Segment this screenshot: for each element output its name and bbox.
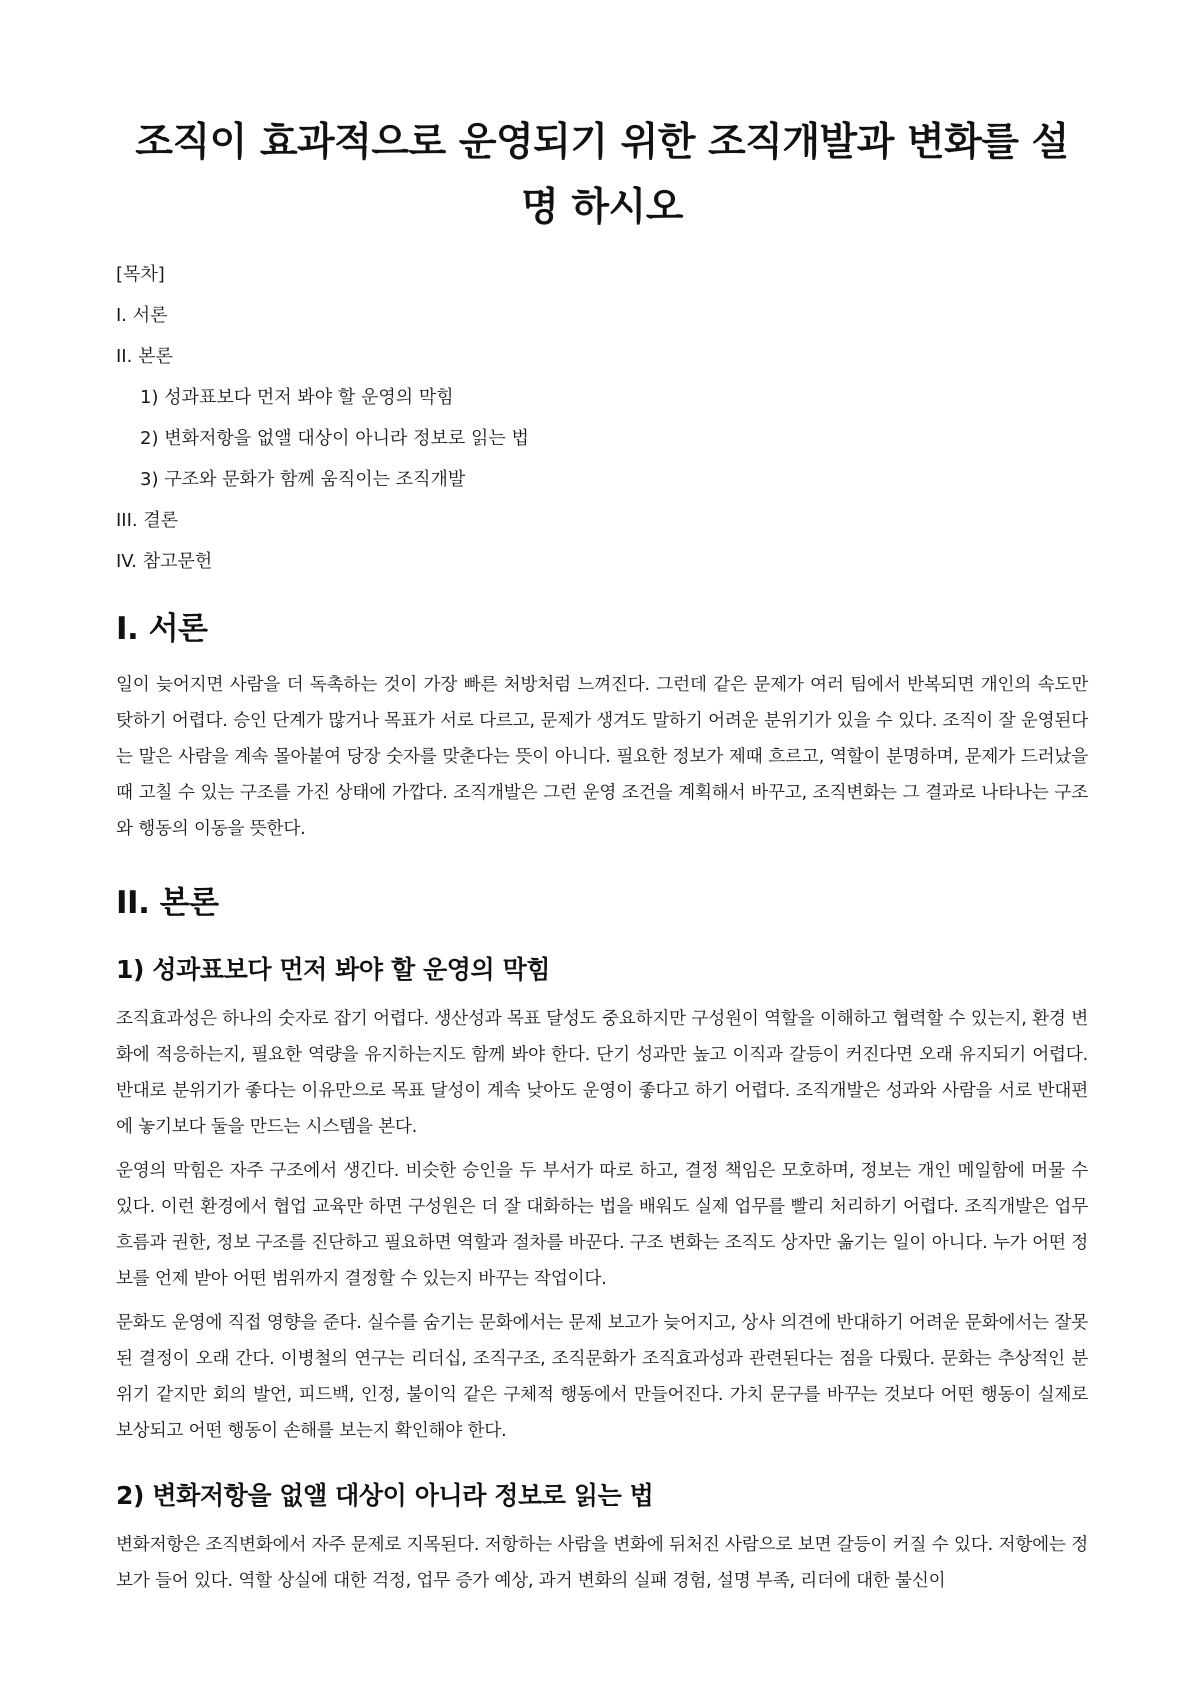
table-of-contents <box>116 264 1088 573</box>
toc-heading: [목차] <box>116 264 165 285</box>
intro-paragraph: 일이 늦어지면 사람을 더 독촉하는 것이 가장 빠른 처방처럼 느껴진다. 그런데 같은 문제가 여러 팀에서 반복되면 개인의 속도만 탓하기 어렵다. 승인 단계가 많거나 목표가 서로 다르고, 문제가 생겨도 말하기 어려운 분위기가 있을 수 있다. 조직이 잘 운영된다는 말은 사람을 계속 몰아붙여 당장 숫자를 맞춘다는 뜻이 아니다. 필요한 정보가 제때 흐르고, 역할이 분명하며, 문제가 드러났을 때 고칠 수 있는 구조를 가진 상태에 가깝다. 조직개발은 그런 운영 조건을 계획해서 바꾸고, 조직변화는 그 결과로 나타나는 구조와 행동의 이동을 뜻한다. <box>116 675 1088 839</box>
toc-item: IV. 참고문헌 <box>116 551 213 572</box>
toc-item: III. 결론 <box>116 510 179 531</box>
body-paragraph: 문화도 운영에 직접 영향을 준다. 실수를 숨기는 문화에서는 문제 보고가 늦어지고, 상사 의견에 반대하기 어려운 문화에서는 잘못된 결정이 오래 간다. 이병철의 연구는 리더십, 조직구조, 조직문화가 조직효과성과 관련된다는 점을 다뤘다. 문화는 추상적인 분위기 같지만 회의 발언, 피드백, 인정, 불이익 같은 구체적 행동에서 만들어진다. 가치 문구를 바꾸는 것보다 어떤 행동이 실제로 보상되고 어떤 행동이 손해를 보는지 확인해야 한다. <box>116 1313 1088 1441</box>
document-title: 조직이 효과적으로 운영되기 위한 조직개발과 변화를 설명 하시오 <box>135 120 1069 230</box>
subsection-heading-1: 1) 성과표보다 먼저 봐야 할 운영의 막힘 <box>116 955 551 984</box>
section-heading-body: II. 본론 <box>116 885 219 921</box>
toc-item: 2) 변화저항을 없앨 대상이 아니라 정보로 읽는 법 <box>140 428 529 449</box>
body-paragraph: 운영의 막힘은 자주 구조에서 생긴다. 비슷한 승인을 두 부서가 따로 하고, 결정 책임은 모호하며, 정보는 개인 메일함에 머물 수 있다. 이런 환경에서 협업 교육만 하면 구성원은 더 잘 대화하는 법을 배워도 실제 업무를 빨리 처리하기 어렵다. 조직개발은 업무 흐름과 권한, 정보 구조를 진단하고 필요하면 역할과 절차를 바꾼다. 구조 변화는 조직도 상자만 옮기는 일이 아니다. 누가 어떤 정보를 언제 받아 어떤 범위까지 결정할 수 있는지 바꾸는 작업이다. <box>116 1161 1088 1289</box>
subsection-heading-2: 2) 변화저항을 없앨 대상이 아니라 정보로 읽는 법 <box>116 1481 654 1510</box>
toc-item: 3) 구조와 문화가 함께 움직이는 조직개발 <box>140 469 466 490</box>
body-paragraph: 조직효과성은 하나의 숫자로 잡기 어렵다. 생산성과 목표 달성도 중요하지만 구성원이 역할을 이해하고 협력할 수 있는지, 환경 변화에 적응하는지, 필요한 역량을 유지하는지도 함께 봐야 한다. 단기 성과만 높고 이직과 갈등이 커진다면 오래 유지되기 어렵다. 반대로 분위기가 좋다는 이유만으로 목표 달성이 계속 낮아도 운영이 좋다고 하기 어렵다. 조직개발은 성과와 사람을 서로 반대편에 놓기보다 둘을 만드는 시스템을 본다. <box>116 1009 1088 1137</box>
toc-item: 1) 성과표보다 먼저 봐야 할 운영의 막힘 <box>140 387 454 408</box>
section-heading-intro: I. 서론 <box>116 611 208 647</box>
toc-item: II. 본론 <box>116 346 173 367</box>
body-paragraph: 변화저항은 조직변화에서 자주 문제로 지목된다. 저항하는 사람을 변화에 뒤처진 사람으로 보면 갈등이 커질 수 있다. 저항에는 정보가 들어 있다. 역할 상실에 대한 걱정, 업무 증가 예상, 과거 변화의 실패 경험, 설명 부족, 리더에 대한 불신이 <box>116 1535 1088 1591</box>
toc-item: I. 서론 <box>116 305 168 326</box>
